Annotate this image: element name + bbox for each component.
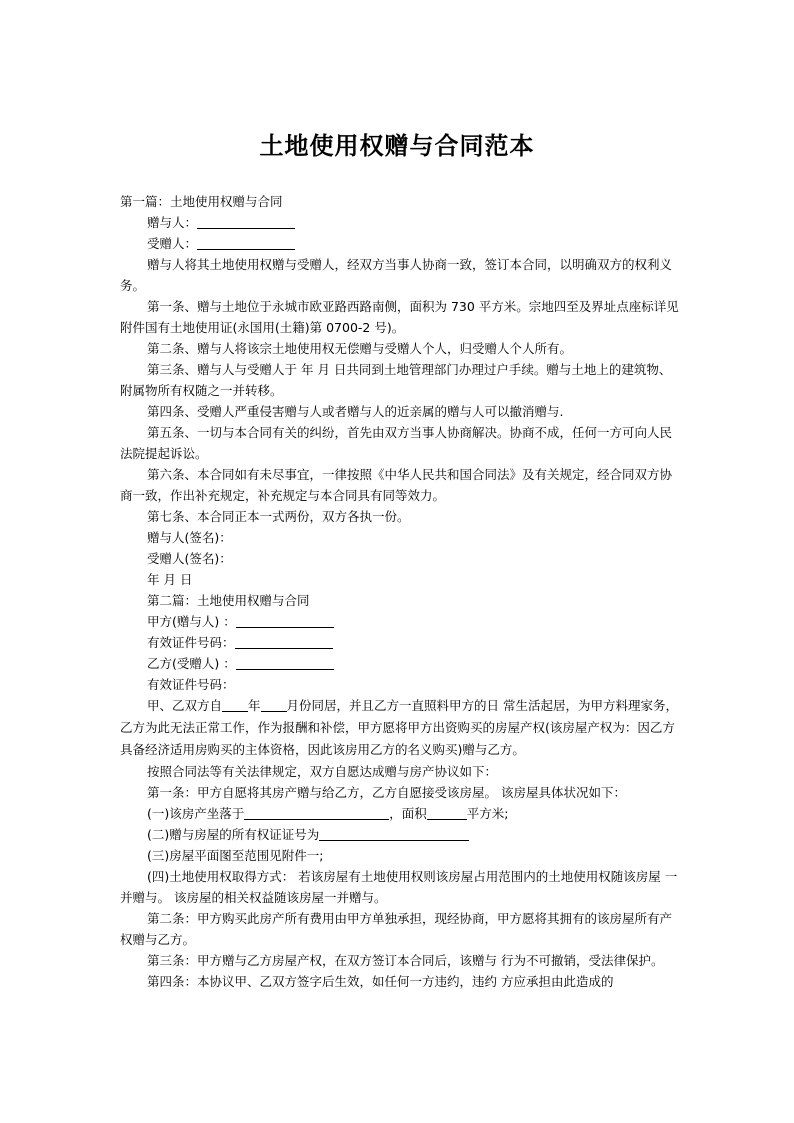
clause-4: 第四条、受赠人严重侵害赠与人或者赠与人的近亲属的赠与人可以撤消赠与.: [147, 404, 564, 419]
article-4: 第四条：本协议甲、乙双方签字后生效，如任何一方违约，违约 方应承担由此造成的: [147, 974, 614, 989]
party-a-line: 甲方(赠与人) ：: [120, 611, 680, 632]
donee-line: 受赠人：: [120, 233, 680, 254]
blank-line: [197, 236, 295, 250]
clause-3: 第三条、赠与人与受赠人于 年 月 日共同到土地管理部门办理过户手续。赠与土地上的建筑物、附属物所有权随之一并转移。: [120, 362, 672, 398]
agreement-intro: 按照合同法等有关法律规定，双方自愿达成赠与房产协议如下：: [147, 764, 498, 779]
section-heading-1: 第一篇：土地使用权赠与合同: [120, 194, 283, 209]
document-title: 土地使用权赠与合同范本: [259, 132, 535, 160]
clause-7: 第七条、本合同正本一式两份，双方各执一份。: [147, 509, 410, 524]
donor-signature: 赠与人(签名)：: [147, 530, 232, 545]
blank-line: [197, 215, 295, 229]
paragraph: 赠与人将其土地使用权赠与受赠人，经双方当事人协商一致，签订本合同，以明确双方的权利义务。: [120, 257, 673, 293]
clause-2: 第二条、赠与人将该宗土地使用权无偿赠与受赠人个人，归受赠人个人所有。: [147, 341, 573, 356]
certificate-line: (二)赠与房屋的所有权证证号为: [120, 824, 680, 845]
clause-1: 第一条、赠与土地位于永城市欧亚路西路南侧，面积为 730 平方米。宗地四至及界址点座标详见附件国有土地使用证(永国用(土籍)第 0700-2 号)。: [120, 299, 679, 335]
blank-line: [261, 698, 287, 712]
blank-line: [319, 827, 469, 841]
donor-line: 赠与人：: [120, 212, 680, 233]
article-3: 第三条：甲方赠与乙方房屋产权，在双方签订本合同后，该赠与 行为不可撤销，受法律保护。: [147, 953, 664, 968]
clause-5: 第五条、一切与本合同有关的纠纷，首先由双方当事人协商解决。协商不成，任何一方可向人民法院提起诉讼。: [120, 425, 673, 461]
clause-6: 第六条、本合同如有未尽事宜，一律按照《中华人民共和国合同法》及有关规定，经合同双方协商一致，作出补充规定，补充规定与本合同具有同等效力。: [120, 467, 673, 503]
blank-line: [427, 806, 467, 820]
document-body: [120, 191, 680, 992]
blank-line: [236, 656, 334, 670]
date-line: 年 月 日: [147, 572, 193, 587]
cohabitation-paragraph: 甲、乙双方自 年 月份同居，并且乙方一直照料甲方的日 常生活起居，为甲方料理家务，乙方为此无法正常工作，作为报酬和补偿，甲方愿将甲方出资购买的房屋产权(该房屋产权为：因乙方具备经济适用房购买的主体资格，因此该房用乙方的名义购买)赠与乙方。: [120, 698, 679, 757]
article-2: 第二条：甲方购买此房产所有费用由甲方单独承担，现经协商，甲方愿将其拥有的该房屋所有产权赠与乙方。: [120, 911, 673, 947]
land-use-paragraph: (四)土地使用权取得方式： 若该房屋有土地使用权则该房屋占用范围内的土地使用权随该房屋 一并赠与。 该房屋的相关权益随该房屋一并赠与。: [120, 869, 678, 905]
floor-plan-line: (三)房屋平面图至范围见附件一;: [147, 848, 324, 863]
blank-line: [235, 635, 333, 649]
id-number-line: 有效证件号码：: [120, 632, 680, 653]
blank-line: [236, 614, 334, 628]
party-b-line: 乙方(受赠人) ：: [120, 653, 680, 674]
donee-signature: 受赠人(签名)：: [147, 551, 232, 566]
blank-line: [222, 698, 248, 712]
section-heading-2: 第二篇：土地使用权赠与合同: [147, 593, 310, 608]
article-1: 第一条：甲方自愿将其房产赠与给乙方，乙方自愿接受该房屋。 该房屋具体状况如下：: [147, 785, 626, 800]
id-number-line: 有效证件号码：: [147, 677, 235, 692]
blank-line: [244, 806, 389, 820]
house-location-line: (一)该房产坐落于 ，面积 平方米;: [147, 806, 509, 821]
